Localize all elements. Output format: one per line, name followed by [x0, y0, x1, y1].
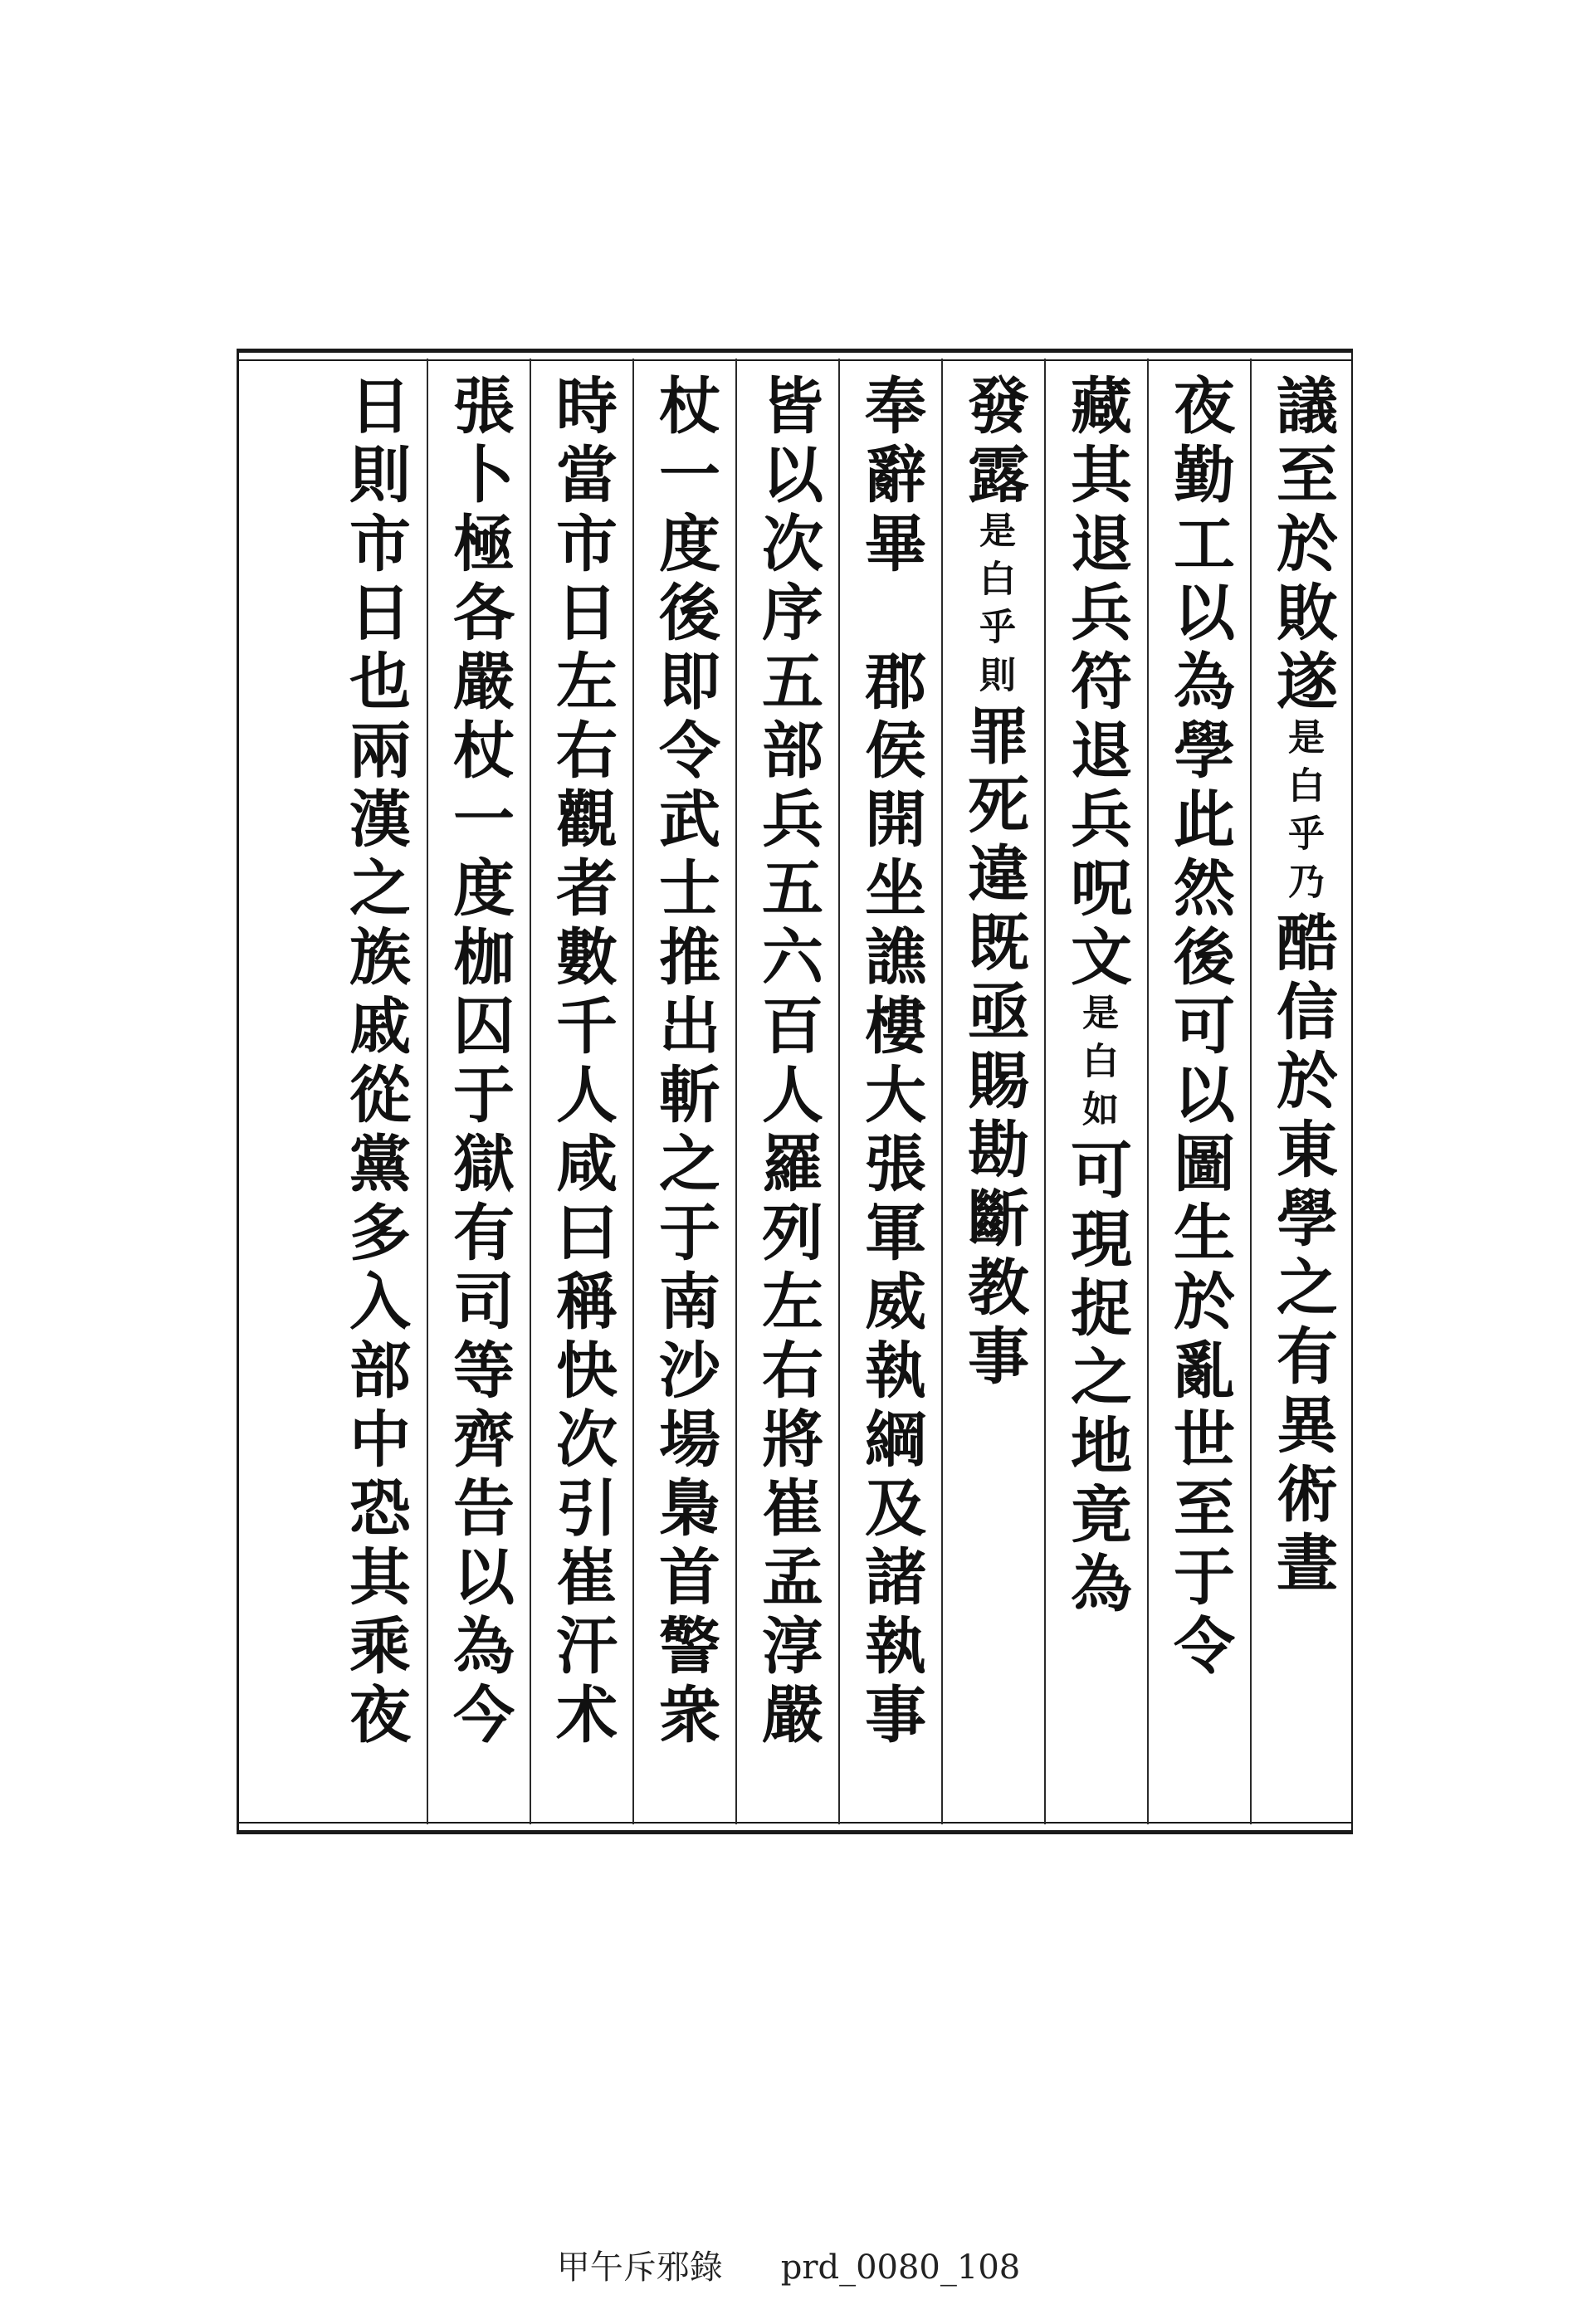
main-text: 皆以次序五部兵五六百人羅列左右將崔孟淳嚴 — [752, 374, 823, 1751]
text-column — [735, 359, 838, 1824]
column-text — [1061, 374, 1132, 1824]
text-column — [632, 359, 735, 1824]
interlinear-note: 乎乃 — [1282, 814, 1324, 911]
column-text — [958, 374, 1029, 1824]
column-text — [546, 374, 618, 1824]
main-text: 酷信於東學之有異術晝 — [1267, 911, 1338, 1599]
main-text: 日則市日也兩漢之族戚從黨多入部中恐其乘夜 — [339, 374, 411, 1751]
main-text: 時當市日左右觀者數千人咸曰稱快次引崔汗术 — [546, 374, 618, 1751]
main-text: 罪死違既亟賜勘斷教事 — [958, 704, 1029, 1393]
text-column — [1250, 359, 1353, 1824]
footer-title: 甲午斥邪錄 — [556, 2248, 723, 2287]
column-text — [752, 374, 823, 1824]
interlinear-note: 如 — [1076, 1090, 1118, 1138]
text-columns — [237, 359, 1353, 1824]
main-text: 可現捉之地竟為 — [1061, 1138, 1132, 1620]
column-text — [443, 374, 515, 1824]
main-text: 奉辭畢 郡侯開坐譙樓大張軍威執綱及諸執事 — [855, 374, 926, 1751]
column-text — [1164, 374, 1235, 1824]
text-column — [1147, 359, 1250, 1824]
interlinear-note: 是白 — [1076, 994, 1118, 1090]
text-column — [427, 359, 530, 1824]
main-text: 發露 — [958, 374, 1029, 511]
main-text: 議至於敗遂 — [1267, 374, 1338, 718]
text-column — [324, 359, 427, 1824]
text-column — [838, 359, 941, 1824]
column-text — [649, 374, 720, 1824]
main-text: 藏其退兵符退兵呪文 — [1061, 374, 1132, 994]
interlinear-note: 是白 — [1282, 718, 1324, 814]
text-column — [530, 359, 632, 1824]
footer-code: prd_0080_108 — [780, 2248, 1021, 2287]
interlinear-note: 是白 — [973, 511, 1015, 608]
column-text — [339, 374, 411, 1824]
page-footer — [0, 2241, 1577, 2288]
column-text — [1267, 374, 1338, 1824]
main-text: 張卜極各嚴杖一度枷囚于獄有司等齊告以為今 — [443, 374, 515, 1751]
column-text — [855, 374, 926, 1824]
main-text: 夜勤工以為學此然後可以圖生於亂世至于令 — [1164, 374, 1235, 1682]
main-text: 杖一度後即令武士推出斬之于南沙場梟首警衆 — [649, 374, 720, 1751]
interlinear-note: 乎則 — [973, 608, 1015, 704]
text-column — [941, 359, 1044, 1824]
text-column — [1044, 359, 1147, 1824]
